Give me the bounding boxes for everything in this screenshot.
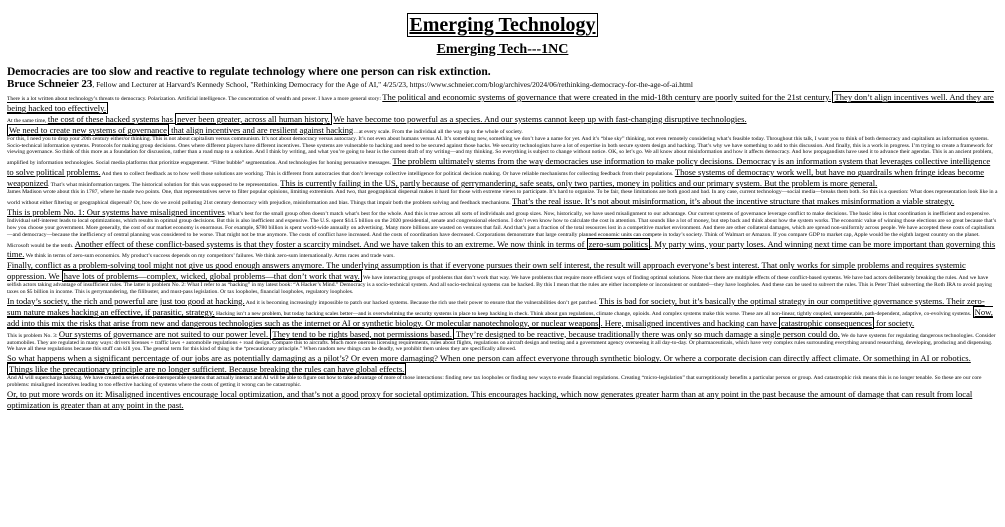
underlined-text: This is bad for society, but it’s basically the optimal strategy in our competitive governance systems. Their zero-sum nature makes hacking an effective, if parasitic, strategy. (7, 295, 985, 317)
small-text: And it is becoming increasingly impossible to patch our hacked systems. Because the rich use their power to ensure that the vulnerabilities don’t get patched. (244, 299, 600, 306)
card-paragraph (7, 296, 998, 329)
card-paragraph (7, 125, 998, 136)
boxed-highlight: have lots of problems—complex, wicked, global problems—that don’t work that way. (63, 271, 360, 282)
small-text: This is problem No. 3: (7, 332, 59, 339)
card-paragraph (7, 260, 998, 296)
card-paragraph (7, 189, 998, 207)
small-text: And AI will supercharge hacking. We have created a series of non-interoperable systems that actually interact and AI will be able to figure out how to take advantage of more of those interactions: finding new tax loopholes or finding new ways to evade financial regulations. Creating “micro-legislation” that surreptitiously benefits a particular person or group. And catastrophic risk means this is no longer tenable. So these are our core problems: misaligned incentives leading to too effective hacking of systems where the costs of getting it wrong can be catastrophic. (7, 375, 982, 389)
card-paragraph (7, 207, 998, 260)
underlined-text: Or, to put more words on it: Misaligned incentives encourage local optimization, and that’s not a good proxy for societal optimization. This encourages hacking, which now generates greater harm than at any point in the past because the amount of damage that can result from local optimization is greater than at any point in the past. (7, 389, 973, 410)
boxed-highlight: catastrophic consequences (780, 317, 872, 328)
small-text: We have interacting groups of problems that don’t work that way. We have problems that require more efficient ways of finding optimal solutions. Note that there are multiple effects of these conflict-based systems. We have bad actors deliberately breaking the rules. And we have selfish actors taking advantage of insufficient rules. The latter is problem No. 2: What I refer to as “hacking” in my latest book: “A Hacker’s Mind.” Democracy is a socio-technical system. And all socio-technical systems can be hacked. By this I mean that the rules are either incomplete or inconsistent or outdated—they have loopholes. And these can be used to subvert the rules. This is Peter Thiel subverting the Roth IRA to avoid paying taxes on $5 billion in income. This is gerrymandering, the filibuster, and must-pass legislation. Or tax loopholes, financial loopholes, regulatory loopholes. (7, 275, 992, 296)
underlined-text: that align incentives and are resilient against hacking (169, 124, 354, 135)
underlined-text: the cost of these hacked systems has (47, 113, 176, 124)
document-subtitle: Emerging Tech---1NC (436, 42, 569, 57)
card-body (7, 92, 998, 411)
card-paragraph (7, 375, 998, 389)
document-title (7, 14, 998, 36)
underlined-text: In today’s society, the rich and powerful are just too good at hacking. (7, 295, 245, 306)
underlined-text: This is problem No. 1: Our systems have misaligned incentives (7, 206, 225, 217)
card-citation (7, 79, 998, 90)
card-paragraph (7, 329, 998, 354)
card-paragraph (7, 92, 998, 114)
underlined-text: The problem ultimately stems from the way democracies use information to make policy decisions. Democracy is an information system that leverages collective intelligence to solve political problems. (7, 156, 991, 178)
underlined-text: We have become too powerful as a species. And our systems cannot keep up with fast-changing disruptive technologies. (333, 113, 747, 124)
boxed-highlight: never been greater, across all human history. (177, 113, 330, 124)
card-tag: Democracies are too slow and reactive to regulate technology where one person can risk extinction. (7, 66, 491, 78)
small-text: . That’s what misinformation targets. The historical solution for this was supposed to be representation. (48, 182, 281, 189)
underlined-text: . Here, misaligned incentives and hacking can have (600, 317, 779, 328)
boxed-highlight: They don’t align incentives well. And they are being hacked too effectively. (7, 92, 994, 113)
document-title-text: Emerging Technology (409, 14, 596, 36)
underlined-text: They’re designed to be reactive, because traditionally there was only so much damage a single person could do. (453, 328, 840, 339)
small-text: For this, I need you to drop your 20th century either/or thinking. This is not about capitalism versus communism. It’s not about democracy versus autocracy. It’s not even about humans versus AI. It’s something new, something we don’t have a name for yet. And it’s “blue sky” thinking, not even remotely considering what’s feasible today. Throughout this talk, I want you to think of both democracy and capitalism as information systems. Socio-technical information systems. Protocols for making group decisions. Ones where different players have different incentives. These systems are vulnerable to hacking and need to be secured against those hacks. We security technologists have a lot of expertise in both secure system design and hacking. That’s why we have something to add to this discussion. And finally, this is a work in progress. I’m trying to create a framework for viewing governance. So think of this more as a foundation for discussion, rather than a road map to a solution. And I think by writing, and what you’re going to hear is the current draft of my writing—and my thinking. So everything is subject to change without notice. OK, so let’s go. We all know about misinformation and how it affects democracy. And how propagandists have used it to advance their agendas. This is an ancient problem, amplified by information technologies. Social media platforms that prioritize engagement. “Filter bubble” segmentation. And technologies for honing persuasive messages. (7, 135, 993, 167)
boxed-highlight: They tend to be rights based, not permissions based. (272, 328, 452, 339)
document (7, 14, 998, 411)
underlined-text: So what happens when a significant percentage of our jobs are as potentially damaging as a pilot’s? Or even more damaging? When one person can affect everyone through synthetic biology. Or where a corporate decision can directly affect climate. Or something in AI or robotics. (7, 353, 971, 364)
boxed-highlight: Now, add into this mix the risks that arise from new and dangerous technologies such as the internet or AI or synthetic biology. Or molecular nanotechnology, or nuclear weapons (7, 306, 993, 328)
underlined-text: Another effect of these conflict-based systems is that they foster a scarcity mindset. And we have taken this to an extreme. We now think in terms of (74, 238, 587, 249)
small-text: …at every scale. From the individual all the way up to the whole of society. (353, 128, 523, 135)
underlined-text: The political and economic systems of governance that were created in the mid-18th century are poorly suited for the 21st century. (382, 92, 832, 102)
underlined-text: Our systems of governance are not suited to our power level. (58, 328, 271, 339)
small-text: We do have systems for regulating dangerous technologies. Consider automobiles. They are regulated in many ways: drivers licenses + traffic laws + automobile regulations + road design. Compare this to aircrafts. Much more onerous licensing requirements, rules about flights, regulations on aircraft design and testing and a government agency overseeing it all day-to-day. Or pharmaceuticals, which have very complex rules surrounding everything around researching, developing, producing and dispensing. We have all these regulations because this stuff can kill you. The general term for this kind of thing is the “precautionary principle.” When random new things can be deadly, we prohibit them unless they are specifically allowed. (7, 332, 996, 353)
boxed-highlight: Things like the precautionary principle are no longer sufficient. Because breaking the rules can have global effects. (9, 364, 405, 375)
small-text: There is a lot written about technology’s threats to democracy. Polarization. Artificial intelligence. The concentration of wealth and power. I have a more general story: (7, 96, 383, 102)
small-text: At the same time, (7, 117, 48, 124)
underlined-text: . My party wins, your party loses. And winning next time can be more important than governing this time. (7, 238, 996, 260)
underlined-text: That’s the real issue. It’s not about misinformation, it’s about the incentive structure that makes misinformation a viable strategy. (512, 195, 955, 206)
card-paragraph (7, 353, 998, 375)
underlined-text: Finally, conflict as a problem-solving tool might not give us good enough answers anymore. The underlying assumption is that if everyone pursues their own self interest, the result will approach everyone’s best interest. That only works for simple problems and requires systemic oppression. We (7, 260, 966, 282)
boxed-highlight: zero-sum politics (588, 238, 649, 249)
underlined-text: This is currently failing in the US, partly because of gerrymandering, safe seats, only two parties, money in politics and our primary system. But the problem is more general. (280, 178, 878, 189)
small-text: James Madison wrote about this in 1787, where he made two points. One, that representatives serve to filter popular opinions, limiting extremism. And two, that geographical dispersal makes it hard for those with extreme views to participate. It’s hard to organize. To be fair, these limitations are both good and bad. In any case, current technology—social media—breaks them both. So this is a question: What does representation look like in a world without either filtering or geographical dispersal? Or, how do we avoid polluting 21st century democracy with prejudice, misinformation and bias. Things that impair both the problem solving and feedback mechanisms. (7, 189, 998, 206)
underlined-text: for society. (873, 317, 915, 328)
card-paragraph (7, 389, 998, 411)
small-text: Hacking isn’t a new problem, but today hacking scales better—and is overwhelming the security systems in place to keep hacking in check. Think about gun regulations, climate change, opioids. And complex systems make this worse. These are all non-linear, tightly coupled, unrepeatable, path-dependent, adaptive, co-evolving systems. (214, 310, 973, 317)
card-paragraph (7, 136, 998, 189)
small-text: . What’s best for the small group often doesn’t match what’s best for the whole. And this is true across all sorts of individuals and group sizes. Now, historically, we have used misalignment to our advantage. Our current systems of governance leverage conflict to make decisions. The basic idea is that coordination is inefficient and expensive. Individual self-interest leads to local optimizations, which results in optimal group decisions. But this is also inefficient and expensive. The U.S. spent $14.5 billion on the 2020 presidential, senate and congressional elections. I don’t even know how to calculate the cost in attention. That sounds like a lot of money, but step back and think about how the system works. The economic value of winning those elections are so great because that’s how you choose your government. More generally, the cost of our market economy is enormous. For example, $780 billion is spent world-wide annually on advertising. Many more billions are wasted on ventures that fail. And that’s just a fraction of the total resources lost in a competitive market environment. And there are other collateral damages, which are spread non-uniformly across people. We have accepted these costs of capitalism—and democracy—because the inefficiency of central planning was considered to be worse. That might not be true anymore. The costs of conflict have increased. And the costs of coordination have decreased. Corporations demonstrate that large centrally planned economic units can compete in today’s society. Think of Walmart or Amazon. If you compare GDP to market cap, Apple would be the eighth largest country on the planet. Microsoft would be the tenth. (7, 210, 997, 249)
small-text: And then to collect feedback as to how well those solutions are working. This is different from autocracies that don’t leverage collective intelligence for political decision making. Or have reliable mechanisms for collecting feedback from their populations. (100, 171, 675, 178)
underlined-text: Those systems of democracy work well, but have no guardrails when fringe ideas become weaponized (7, 167, 985, 189)
small-text: We think in terms of zero-sum economics. My product’s success depends on my competitors’ failures. We think zero-sum internationally. Arms races and trade wars. (24, 253, 395, 260)
citation-details: , Fellow and Lecturer at Harvard's Kennedy School, "Rethinking Democracy for the Age of AI," 4/25/23, https://www.schneier.com/blog/archives/2024/06/rethinking-democracy-for-the-age-of-ai.html (92, 80, 693, 89)
boxed-highlight: We need to create new systems of governance (9, 124, 167, 135)
citation-author: Bruce Schneier 23 (7, 78, 93, 90)
